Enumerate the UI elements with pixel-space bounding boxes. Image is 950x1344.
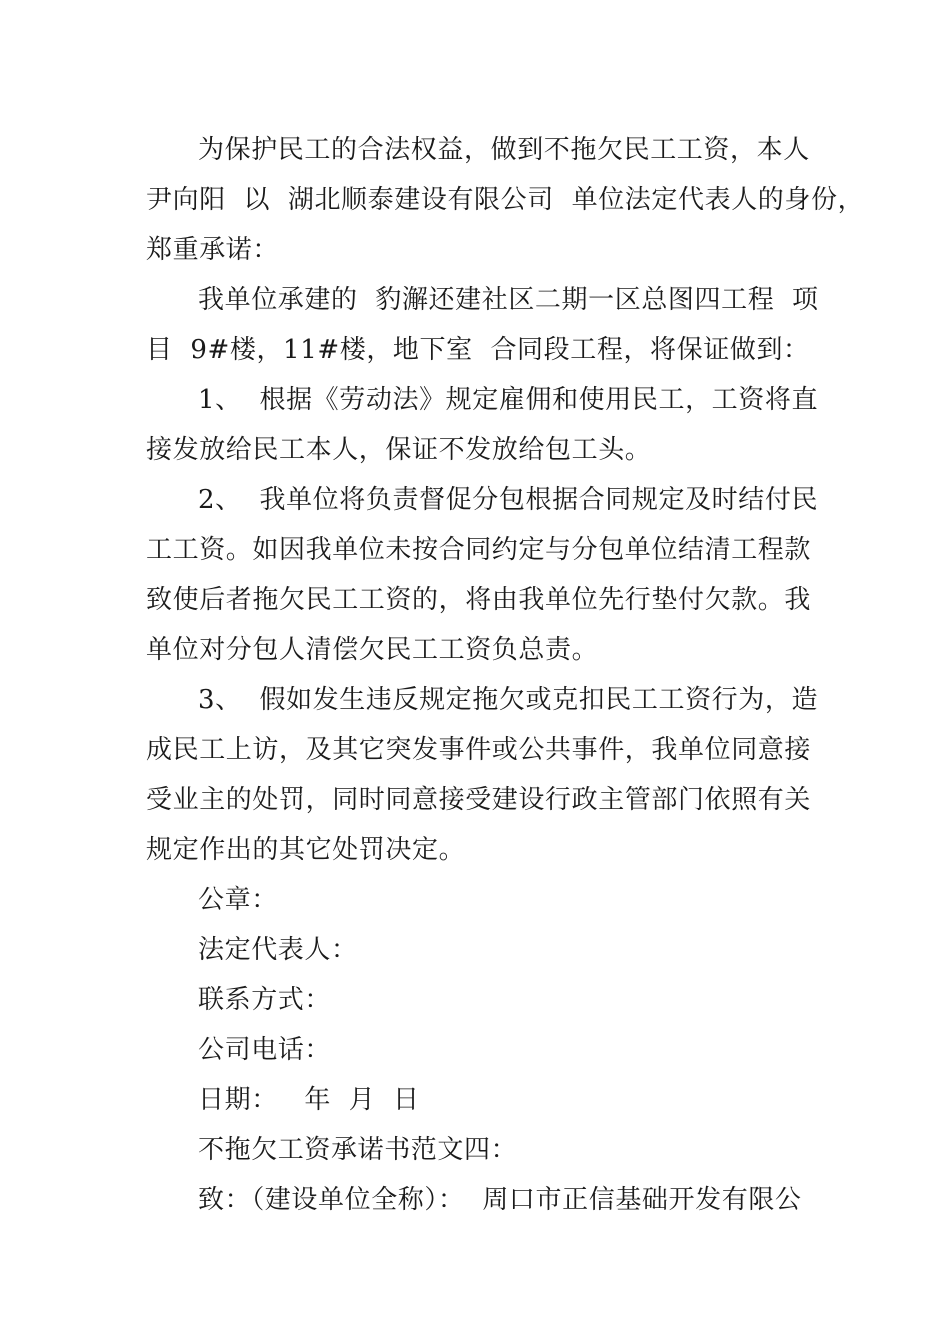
seal-label: 公章： bbox=[198, 885, 278, 915]
text-line-project-1: 我单位承建的 豹澥还建社区二期一区总图四工程 项 bbox=[198, 285, 819, 315]
text-line-intro-3: 郑重承诺： bbox=[146, 235, 280, 265]
legal-representative-label: 法定代表人： bbox=[198, 935, 358, 965]
clause-2-line-4: 单位对分包人清偿欠民工工资负总责。 bbox=[146, 635, 599, 665]
date-label: 日期： 年 月 日 bbox=[198, 1085, 420, 1115]
clause-2-line-3: 致使后者拖欠民工工资的，将由我单位先行垫付欠款。我 bbox=[146, 585, 812, 615]
clause-3-line-1: 3、 假如发生违反规定拖欠或克扣民工工资行为，造 bbox=[198, 685, 819, 715]
text-line-project-2: 目 9#楼，11#楼，地下室 合同段工程，将保证做到： bbox=[146, 335, 810, 365]
addressee-line: 致：（建设单位全称）： 周口市正信基础开发有限公 bbox=[198, 1185, 802, 1215]
clause-3-line-3: 受业主的处罚，同时同意接受建设行政主管部门依照有关 bbox=[146, 785, 812, 815]
clause-1-line-2: 接发放给民工本人，保证不发放给包工头。 bbox=[146, 435, 652, 465]
clause-1-line-1: 1、 根据《劳动法》规定雇佣和使用民工，工资将直 bbox=[198, 385, 819, 415]
text-line-intro-1: 为保护民工的合法权益，做到不拖欠民工工资，本人 bbox=[198, 135, 810, 165]
clause-2-line-2: 工工资。如因我单位未按合同约定与分包单位结清工程款 bbox=[146, 535, 812, 565]
company-phone-label: 公司电话： bbox=[198, 1035, 332, 1065]
text-line-intro-2: 尹向阳 以 湖北顺泰建设有限公司 单位法定代表人的身份， bbox=[146, 185, 865, 215]
clause-2-line-1: 2、 我单位将负责督促分包根据合同规定及时结付民 bbox=[198, 485, 819, 515]
clause-3-line-2: 成民工上访，及其它突发事件或公共事件，我单位同意接 bbox=[146, 735, 812, 765]
contact-label: 联系方式： bbox=[198, 985, 332, 1015]
clause-3-line-4: 规定作出的其它处罚决定。 bbox=[146, 835, 466, 865]
section-heading-example-four: 不拖欠工资承诺书范文四： bbox=[198, 1135, 518, 1165]
